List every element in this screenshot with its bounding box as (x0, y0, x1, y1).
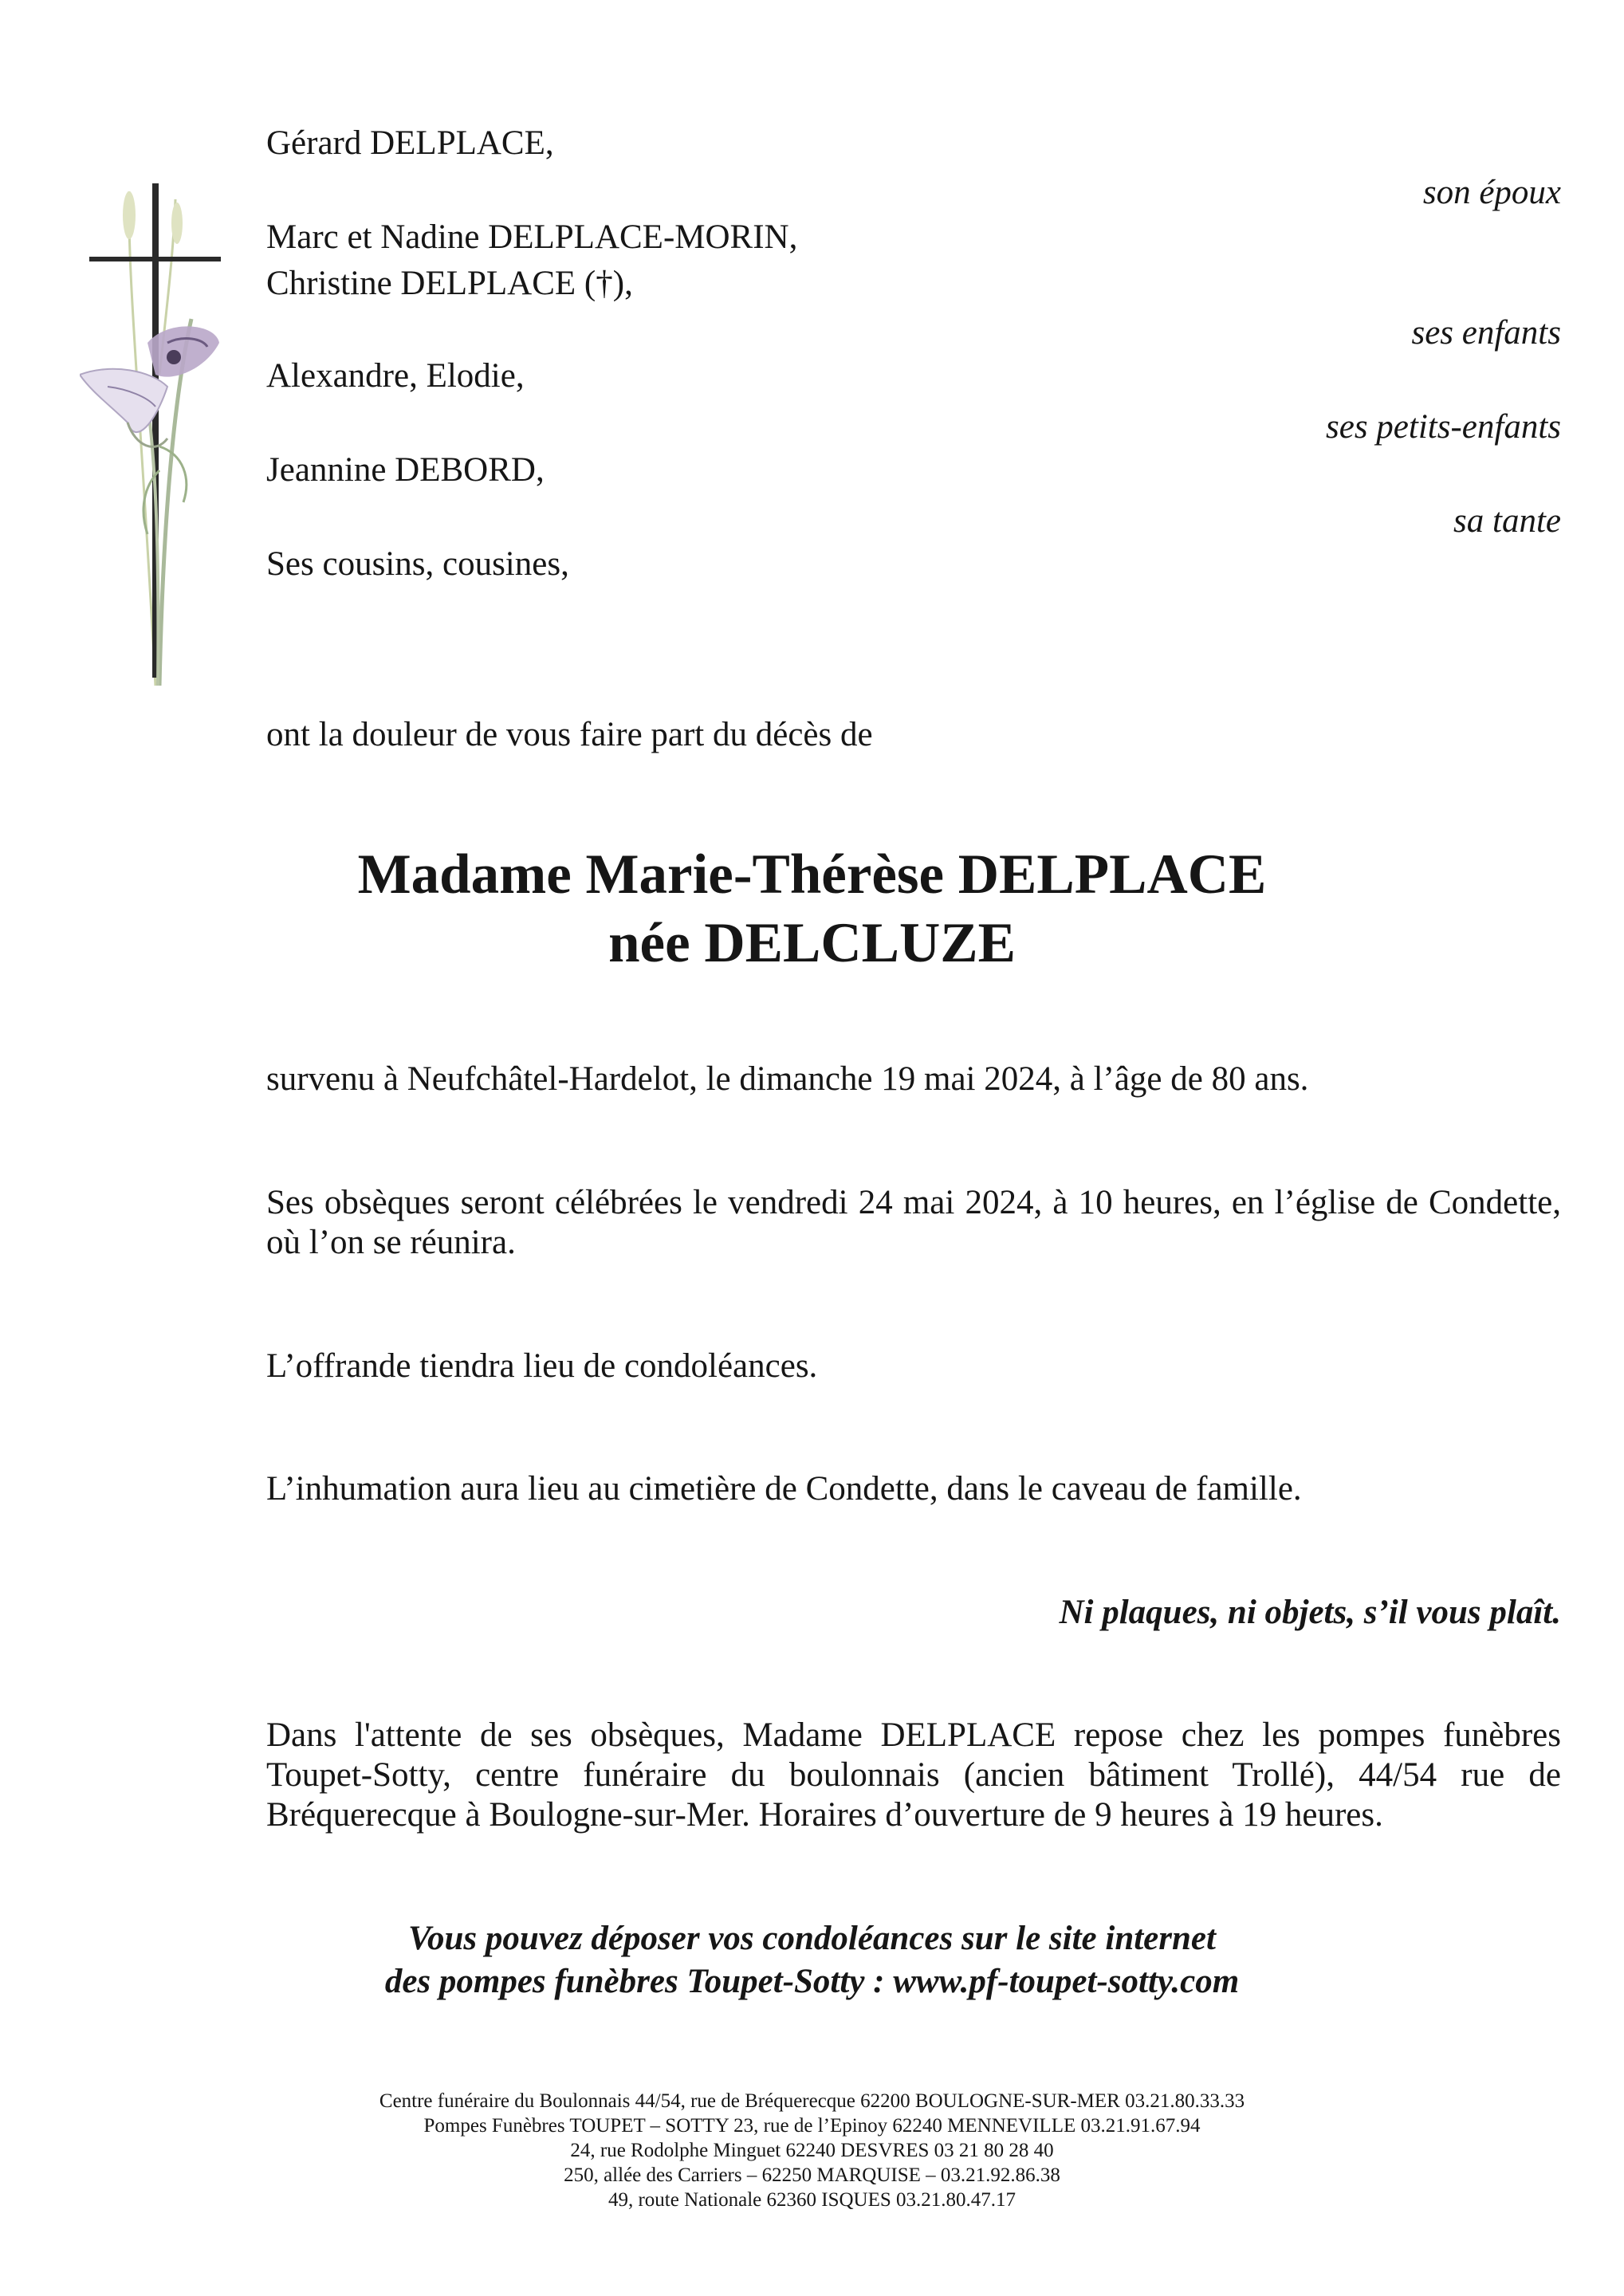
family-name-tante: Jeannine DEBORD, (266, 451, 545, 489)
footer-line: Centre funéraire du Boulonnais 44/54, rue de Bréquerecque 62200 BOULOGNE-SUR-MER 03.21.80.33.33 (379, 2090, 1245, 2112)
footer-line: 24, rue Rodolphe Minguet 62240 DESVRES 03 21 80 28 40 (570, 2140, 1054, 2161)
deceased-maiden-name: née DELCLUZE (608, 912, 1016, 974)
no-flowers-note: Ni plaques, ni objets, s’il vous plaît. (1059, 1594, 1561, 1631)
burial-text: L’inhumation aura lieu au cimetière de Condette, dans le caveau de famille. (266, 1470, 1302, 1508)
condolences-line-1: Vous pouvez déposer vos condoléances sur le site internet (408, 1920, 1216, 1957)
footer-line: 250, allée des Carriers – 62250 MARQUISE – 03.21.92.86.38 (564, 2164, 1060, 2186)
cross-with-lilies-icon (80, 183, 231, 694)
deceased-name: Madame Marie-Thérèse DELPLACE (357, 843, 1267, 906)
relation-enfants: ses enfants (1411, 314, 1561, 352)
condolences-line-2: des pompes funèbres Toupet-Sotty : www.pf-toupet-sotty.com (384, 1963, 1240, 2000)
relation-epoux: son époux (1422, 174, 1561, 211)
footer-line: Pompes Funèbres TOUPET – SOTTY 23, rue de l’Epinoy 62240 MENNEVILLE 03.21.91.67.94 (423, 2115, 1201, 2137)
funeral-home-footer (0, 2089, 1624, 2212)
relation-tante: sa tante (1453, 502, 1561, 540)
announcement-text: ont la douleur de vous faire part du décès de (266, 716, 873, 753)
offering-text: L’offrande tiendra lieu de condoléances. (266, 1347, 818, 1385)
family-name-epoux: Gérard DELPLACE, (266, 124, 554, 162)
death-details: survenu à Neufchâtel-Hardelot, le dimanche 19 mai 2024, à l’âge de 80 ans. (266, 1060, 1309, 1098)
footer-line: 49, route Nationale 62360 ISQUES 03.21.80.47.17 (608, 2189, 1016, 2211)
viewing-details: Dans l'attente de ses obsèques, Madame DELPLACE repose chez les pompes funèbres Toupet-Sotty, centre funéraire du boulonnais (ancien bâtiment Trollé), 44/54 rue de Bréquerecque à Boulogne-sur-Mer. Horaires d’ouverture de 9 heures à 19 heures. (266, 1716, 1561, 1834)
family-name-enfant-2: Christine DELPLACE (†), (266, 265, 633, 302)
relation-petits-enfants: ses petits-enfants (1326, 408, 1561, 446)
family-name-enfant-1: Marc et Nadine DELPLACE-MORIN, (266, 218, 798, 256)
family-name-petits-enfants: Alexandre, Elodie, (266, 357, 525, 395)
family-name-cousins: Ses cousins, cousines, (266, 545, 569, 583)
funeral-details: Ses obsèques seront célébrées le vendredi 24 mai 2024, à 10 heures, en l’église de Condette, où l’on se réunira. (266, 1184, 1561, 1261)
